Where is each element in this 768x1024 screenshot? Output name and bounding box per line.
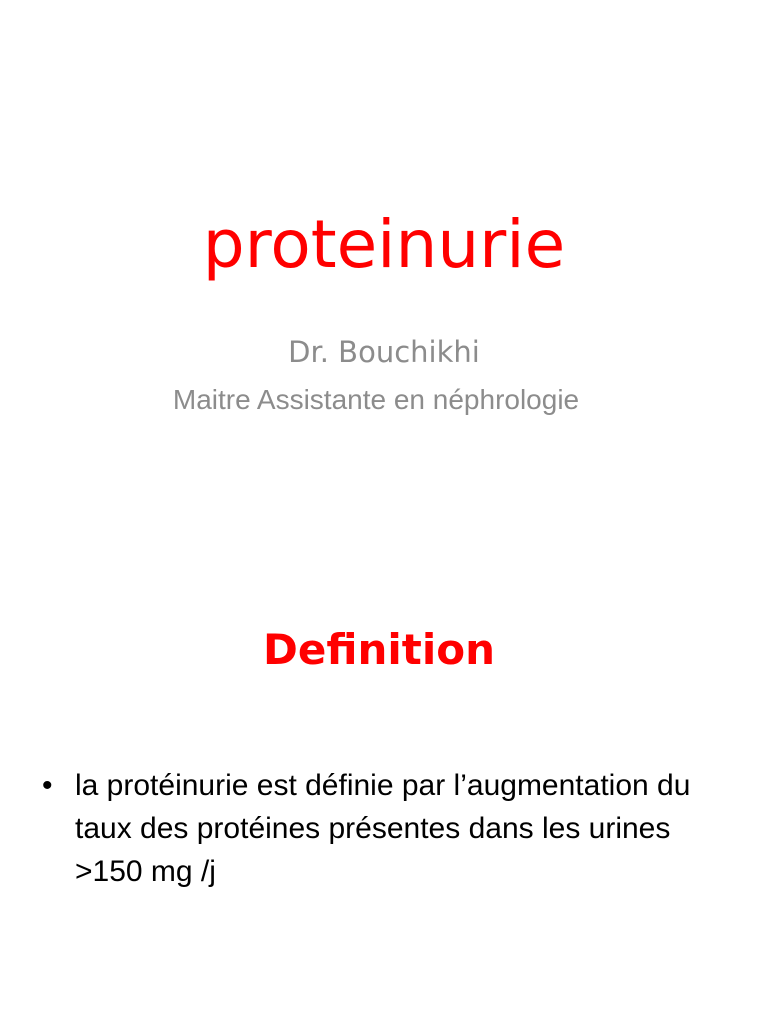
bullet-icon: • [42, 769, 53, 802]
bullet-list [40, 764, 740, 893]
bullet-item [40, 764, 740, 893]
slide-title: proteinurie [202, 206, 566, 283]
slide-heading: Definition [262, 625, 495, 674]
author-name: Dr. Bouchikhi [288, 335, 480, 369]
bullet-text: la protéinurie est définie par l’augmentation du taux des protéines présentes dans les urines >150 mg /j [75, 769, 691, 888]
author-role: Maitre Assistante en néphrologie [172, 384, 580, 415]
definition-slide [0, 512, 768, 1024]
